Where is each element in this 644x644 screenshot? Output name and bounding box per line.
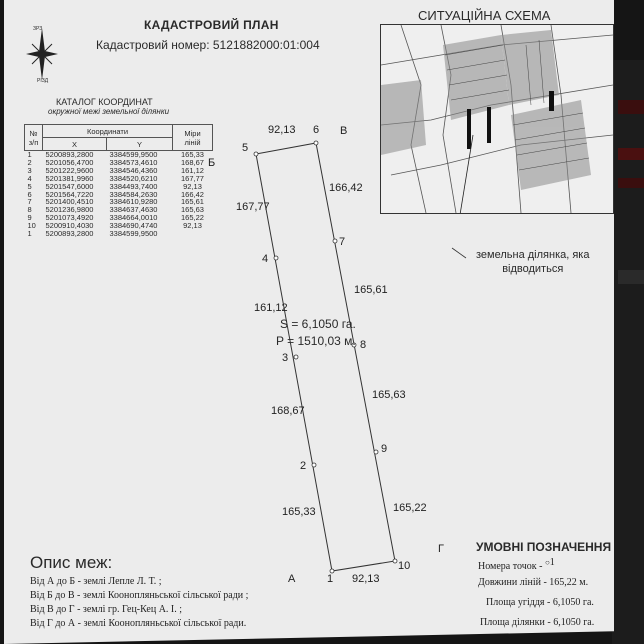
- cell-x: 5201381,9960: [45, 173, 94, 183]
- cell-x: 5201564,7220: [45, 189, 94, 199]
- cell-number: 4: [27, 173, 32, 183]
- boundary-item: Від А до Б - землі Лепле Л. Т. ;: [30, 576, 162, 587]
- situation-scheme-title: СИТУАЦІЙНА СХЕМА: [418, 8, 551, 23]
- point-label-10: 10: [398, 560, 411, 572]
- length-left-mid-upper: 161,12: [254, 302, 288, 314]
- point-marker: [314, 141, 318, 145]
- legend-lengths: Довжини ліній - 165,22 м.: [478, 577, 589, 588]
- cell-y: 3384584,2630: [109, 189, 158, 199]
- boundary-item: Від Б до В - землі Коонопляньської сільської ради ;: [30, 590, 249, 601]
- situation-note-line1: земельна ділянка, яка: [476, 249, 590, 261]
- length-right-bottom: 165,22: [393, 502, 427, 514]
- cell-number: 1: [27, 150, 32, 159]
- document-title: КАДАСТРОВИЙ ПЛАН: [144, 18, 279, 32]
- cell-x: 5201236,9800: [45, 205, 94, 215]
- point-label-6: 6: [313, 124, 320, 136]
- plot-outline: [256, 143, 395, 571]
- col-y-header: Y: [107, 138, 173, 151]
- cell-number: 2: [27, 157, 32, 167]
- point-label-5: 5: [242, 142, 249, 154]
- situation-note-line2: відводиться: [502, 263, 564, 275]
- cell-y: 3384493,7400: [109, 181, 158, 191]
- cell-y: 3384573,4610: [109, 157, 158, 167]
- cell-x: 5200893,2800: [45, 150, 94, 159]
- cell-y: 3384610,9280: [109, 197, 158, 207]
- cell-x: 5201073,4920: [45, 213, 94, 223]
- point-marker: [333, 239, 337, 243]
- corner-label-a: А: [288, 573, 296, 585]
- legend-points-label: Номера точок -: [478, 561, 543, 572]
- cell-number: 10: [27, 221, 36, 231]
- cell-length: 166,42: [181, 189, 204, 199]
- point-label-2: 2: [300, 460, 307, 472]
- cadastral-number: Кадастровий номер: 5121882000:01:004: [96, 38, 320, 52]
- cell-y: 3384546,4360: [109, 165, 158, 175]
- cell-length: 165,22: [181, 213, 204, 223]
- cell-number: 7: [27, 197, 32, 207]
- point-label-8: 8: [360, 339, 367, 351]
- catalog-subtitle: окружної межі земельної ділянки: [48, 107, 170, 116]
- cell-length: 165,61: [181, 197, 204, 207]
- compass-label-top: ЗРЗ: [33, 26, 43, 32]
- cell-length: 165,63: [181, 205, 204, 215]
- cell-x: 5201222,9600: [45, 165, 94, 175]
- legend-points: [478, 557, 555, 572]
- length-bottom: 92,13: [352, 573, 380, 585]
- point-marker: [393, 559, 397, 563]
- cell-y: 3384520,6210: [109, 173, 158, 183]
- point-label-1: 1: [327, 573, 334, 585]
- cell-number: 9: [27, 213, 32, 223]
- col-length-header: Міри ліній: [173, 125, 213, 151]
- cell-length: 161,12: [181, 165, 204, 175]
- legend-plot-area: Площа ділянки - 6,1050 га.: [480, 617, 595, 628]
- plot-area: S = 6,1050 га.: [280, 317, 356, 331]
- cell-number: 5: [27, 181, 32, 191]
- point-label-7: 7: [339, 236, 346, 248]
- cell-number: 3: [27, 165, 32, 175]
- col-coords-header: Координати: [43, 125, 173, 138]
- legend-title: УМОВНІ ПОЗНАЧЕННЯ: [476, 540, 612, 554]
- cell-y: 3384690,4740: [109, 221, 158, 231]
- plot-perimeter: P = 1510,03 м.: [276, 334, 356, 348]
- boundary-item: Від Г до А - землі Коонопляньської сільської ради.: [30, 618, 247, 629]
- length-left-mid-lower: 168,67: [271, 405, 305, 417]
- length-top: 92,13: [268, 124, 296, 136]
- cell-x: 5200893,2800: [45, 229, 94, 239]
- point-marker: [274, 256, 278, 260]
- cell-length: 168,67: [181, 157, 204, 167]
- point-marker: [254, 152, 258, 156]
- length-right-mid-lower: 165,63: [372, 389, 406, 401]
- cell-y: 3384599,9500: [109, 150, 158, 159]
- cell-y: 3384664,0010: [109, 213, 158, 223]
- boundaries-title: Опис меж:: [30, 553, 113, 572]
- corner-label-b: Б: [208, 157, 216, 169]
- catalog-title: КАТАЛОГ КООРДИНАТ: [56, 97, 153, 107]
- situation-leader-line: [452, 248, 466, 258]
- cell-x: 5201056,4700: [45, 157, 94, 167]
- cell-length: 92,13: [183, 181, 202, 191]
- corner-label-v: В: [340, 125, 348, 137]
- cell-length: 165,33: [181, 150, 204, 159]
- cell-x: 5201547,6000: [45, 181, 94, 191]
- corner-label-g: Г: [438, 543, 444, 555]
- point-label-3: 3: [282, 352, 289, 364]
- point-label-4: 4: [262, 253, 269, 265]
- compass-label-bottom: РІЗД: [37, 78, 49, 84]
- cell-number: 6: [27, 189, 32, 199]
- length-left-top: 167,77: [236, 201, 270, 213]
- length-right-mid-upper: 165,61: [354, 284, 388, 296]
- length-right-top: 166,42: [329, 182, 363, 194]
- cell-length: 167,77: [181, 173, 204, 183]
- point-marker-icon: ○: [544, 558, 550, 567]
- boundary-item: Від В до Г - землі гр. Гец-Кец А. І. ;: [30, 604, 183, 615]
- legend-land-area: Площа угіддя - 6,1050 га.: [486, 597, 594, 608]
- cell-number: 1: [27, 229, 32, 239]
- cell-x: 5201400,4510: [45, 197, 94, 207]
- length-left-bottom: 165,33: [282, 506, 316, 518]
- point-marker: [312, 463, 316, 467]
- cell-y: 3384599,9500: [109, 229, 158, 239]
- cell-length: 92,13: [183, 221, 202, 231]
- cell-number: 8: [27, 205, 32, 215]
- point-marker: [294, 355, 298, 359]
- point-label-9: 9: [381, 443, 388, 455]
- cell-x: 5200910,4030: [45, 221, 94, 231]
- col-number-header: № з/п: [25, 125, 43, 151]
- point-marker: [374, 450, 378, 454]
- cell-y: 3384637,4630: [109, 205, 158, 215]
- legend-points-sample: 1: [549, 557, 555, 568]
- col-x-header: X: [43, 138, 107, 151]
